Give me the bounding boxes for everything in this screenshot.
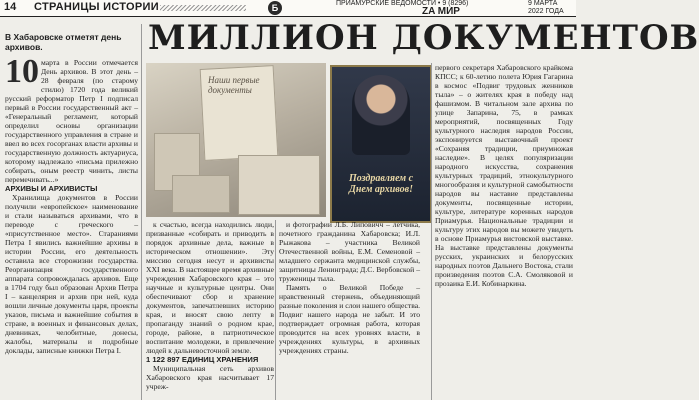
article-headline: МИЛЛИОН ДОКУМЕНТОВ <box>148 18 699 58</box>
column-divider <box>141 24 142 400</box>
header-hatch-decoration <box>160 5 246 11</box>
subheading-storage-units: 1 122 897 ЕДИНИЦ ХРАНЕНИЯ <box>146 355 259 364</box>
drop-cap: 10 <box>5 53 39 90</box>
section-rubric: СТРАНИЦЫ ИСТОРИИ <box>34 1 159 13</box>
document-title: Наши первые документы <box>208 75 260 95</box>
column-divider <box>275 220 276 400</box>
column-3-text: Память о Великой Победе – нравственный стержень, объединяющий разные поколения и слои нашего общества. Подвиг нашего народа не забыт. И это подтверждает огромная работа, которая проводится на всех уровнях власти, в учреждениях культуры, в архивных учреждениях страны. <box>279 283 420 355</box>
subheading-archives: АРХИВЫ И АРХИВИСТЫ <box>5 184 98 193</box>
date-line-2: 2022 ГОДА <box>528 8 564 15</box>
archive-book-cover <box>330 65 432 223</box>
column-4-text: первого секретаря Хабаровского крайкома КПСС; к 60-летию полета Юрия Гагарина в космос «Подвиг трудовых женников тыла» – о жителях края в победу над фашизмом. В читальном зале архива по улице Запарина, 75, в рамках мероприятий, посвященных Году культурного наследия народов России, экспонируется выставочный проект «Сохраняя традиции, приумножая наследие». В целях популяризации народного искусства, сохранения культурных традиций, этнокультурного многообразия и культурной самобытности народов вы наставие представлены документы, посвященные истории, культуре, литературе коренных народов Приамурья. Национальные традиции и культуру этих народов вы можете увидеть в основе Приамурья вистовской выставке. На выставке представлены документы русских, украинских и белорусских народных поэтов Дальнего Востока, стали произведения поэтов С.А. Смоляковой и прозаика Е.И. Кобинаркина. <box>435 63 573 288</box>
book-cover-text: Поздравляем с Днем архивов! <box>348 173 414 195</box>
slogan: ZA МИР <box>422 6 460 17</box>
date-line-1: 9 МАРТА <box>528 0 558 7</box>
column-1-text: Хранилища документов в России получили «европейское» наименование и стали называться архивами, что в переводе с греческого – «присутственное место». Стараниями Петра I явились важнейшие архивы в истории России, его деятельность оставила все сторожизни государства. Реорганизация государственного аппарата сопровождалась архивов. Еще в 1704 году был образован Архив Петра I – канцелярия и архив при ней, куда вошли личные документы царя, проекты указов, письма и важнейшие события в стране, в военных и финансовых делах, дневниках, челобитные, донесы, жалобы, материалы и подробные доклады, записные книжки Петра I. <box>5 193 138 355</box>
newspaper-logo: Б <box>268 1 282 15</box>
article-kicker: В Хабаровске отметят день архивов. <box>5 32 122 52</box>
page-number: 14 <box>4 1 17 13</box>
publication-name: ПРИАМУРСКИЕ ВЕДОМОСТИ • 9 (8296) <box>336 0 469 7</box>
column-divider <box>431 63 432 400</box>
column-2-text-continued: Муниципальная сеть архивов Хабаровского края насчитывает 17 учреж- <box>146 364 274 391</box>
archive-documents-photo <box>146 63 326 217</box>
column-2-text: к счастью, всегда находились люди, призванные «собирать и приводить в порядок архивные дела, важные в историческом отношении». Эту миссию сегодня несут и архивисты XXI века. В настоящее время архивные учреждения Хабаровского края – это научные и культурные центры. Они обеспечивают сбор и хранение документов, запечатлевших историю края, и вносят свою лепту в пропаганду знаний о родном крае, городе, районе, в патриотическое воспитание молодежи, в привлечение людей к дальневосточной земле. <box>146 220 274 355</box>
letter-sheet <box>238 155 320 215</box>
stamp-card <box>172 175 230 213</box>
page-header <box>0 0 576 17</box>
article-intro: марта в России отмечается День архивов. В этот день – 28 февраля (по старому стилю) 1720 года великий русский реформатор Петр I подписал первый в России государственный акт – «Генеральный регламент, который определил основы организации государственного управления в стране и ввел во всех госорганах власти архивы и государственную должность актуариуса, которому надлежало «письма прилежно собирать, оным реестр чинить, листы перемечивать...» <box>5 58 138 184</box>
column-4 <box>435 63 573 400</box>
column-3 <box>279 220 420 400</box>
issue-date <box>528 0 564 16</box>
column-2 <box>146 220 274 400</box>
photo-list-text: и фотографии Л.Б. Липовичч – летчика, почетного гражданина Хабаровска; И.Л. Рыжакова – участника Великой Отечественной войны, Е.М. Семеновой – младшего сержанта медицинской службы, защитницы Ленинграда; Д.С. Вербовской – труженицы тыла. <box>279 220 420 283</box>
column-1 <box>5 53 138 400</box>
peter-the-great-portrait <box>352 75 410 155</box>
